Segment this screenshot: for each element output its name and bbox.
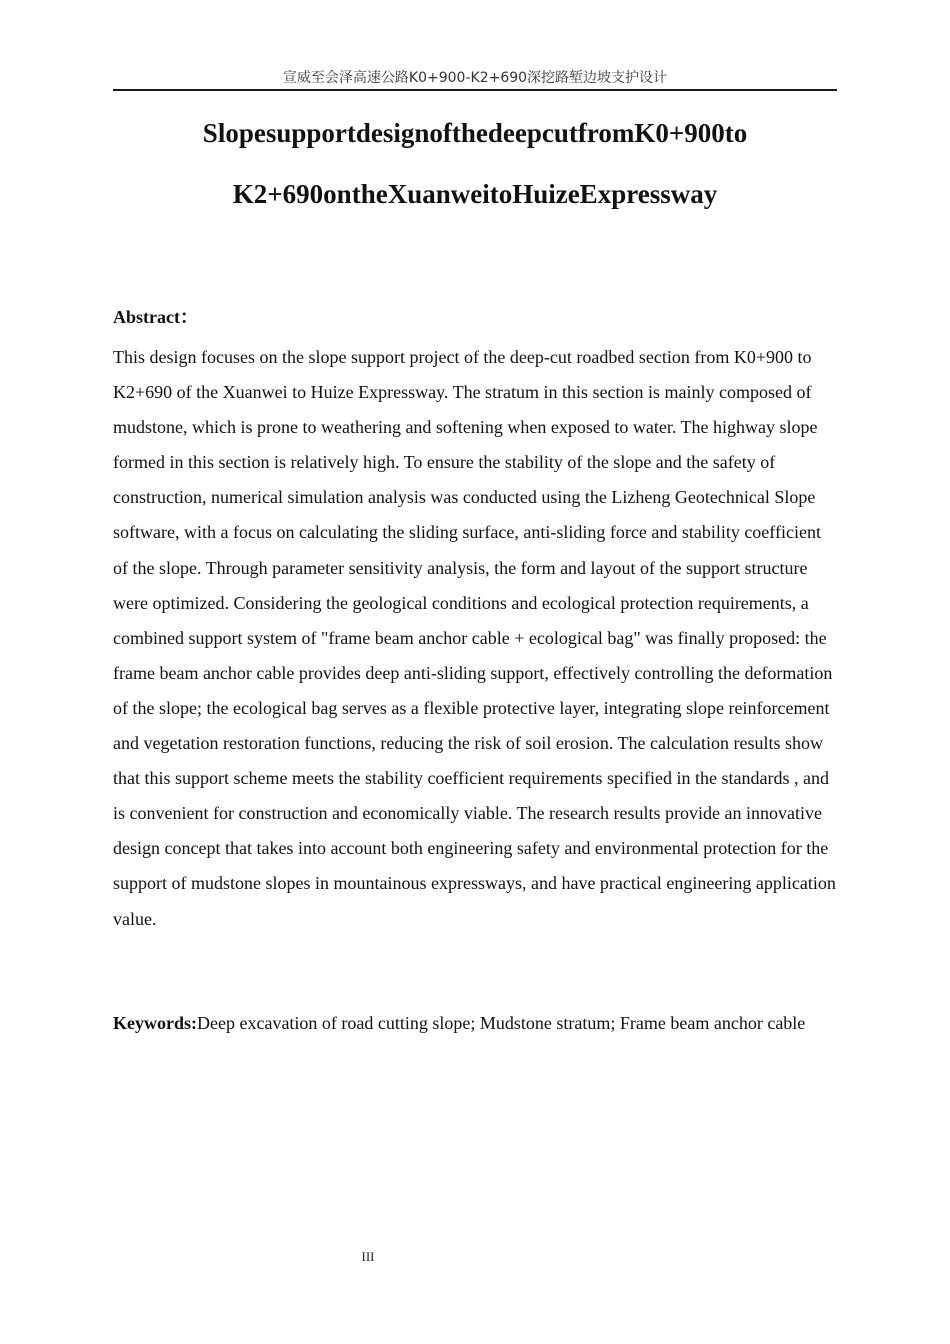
page-number: III: [361, 1249, 375, 1264]
running-header: 宣威至会泽高速公路K0+900-K2+690深挖路堑边坡支护设计: [113, 68, 837, 91]
abstract-label: Abstract：: [113, 307, 198, 327]
paper-title-line-2: K2+690ontheXuanweitoHuizeExpressway: [232, 179, 718, 209]
abstract-body: This design focuses on the slope support project of the deep-cut roadbed section from K0+900 to K2+690 of the Xuanwei to Huize Expressway. The stratum in this section is mainly composed of mudstone, which is prone to weathering and softening when exposed to water. The highway slope formed in this section is relatively high. To ensure the stability of the slope and the safety of construction, numerical simulation analysis was conducted using the Lizheng Geotechnical Slope software, with a focus on calculating the sliding surface, anti-sliding force and stability coefficient of the slope. Through parameter sensitivity analysis, the form and layout of the support structure were optimized. Considering the geological conditions and ecological protection requirements, a combined support system of "frame beam anchor cable + ecological bag" was finally proposed: the frame beam anchor cable provides deep anti-sliding support, effectively controlling the deformation of the slope; the ecological bag serves as a flexible protective layer, integrating slope reinforcement and vegetation restoration functions, reducing the risk of soil erosion. The calculation results show that this support scheme meets the stability coefficient requirements specified in the standards , and is convenient for construction and economically viable. The research results provide an innovative design concept that takes into account both engineering safety and environmental protection for the support of mudstone slopes in mountainous expressways, and have practical engineering application value.: [113, 347, 836, 929]
keywords-text: Deep excavation of road cutting slope; Mudstone stratum; Frame beam anchor cable: [197, 1013, 806, 1033]
keywords-label: Keywords:: [113, 1013, 197, 1033]
keywords-paragraph: [113, 1006, 837, 1041]
paper-title-line-1: SlopesupportdesignofthedeepcutfromK0+900to: [202, 118, 748, 148]
